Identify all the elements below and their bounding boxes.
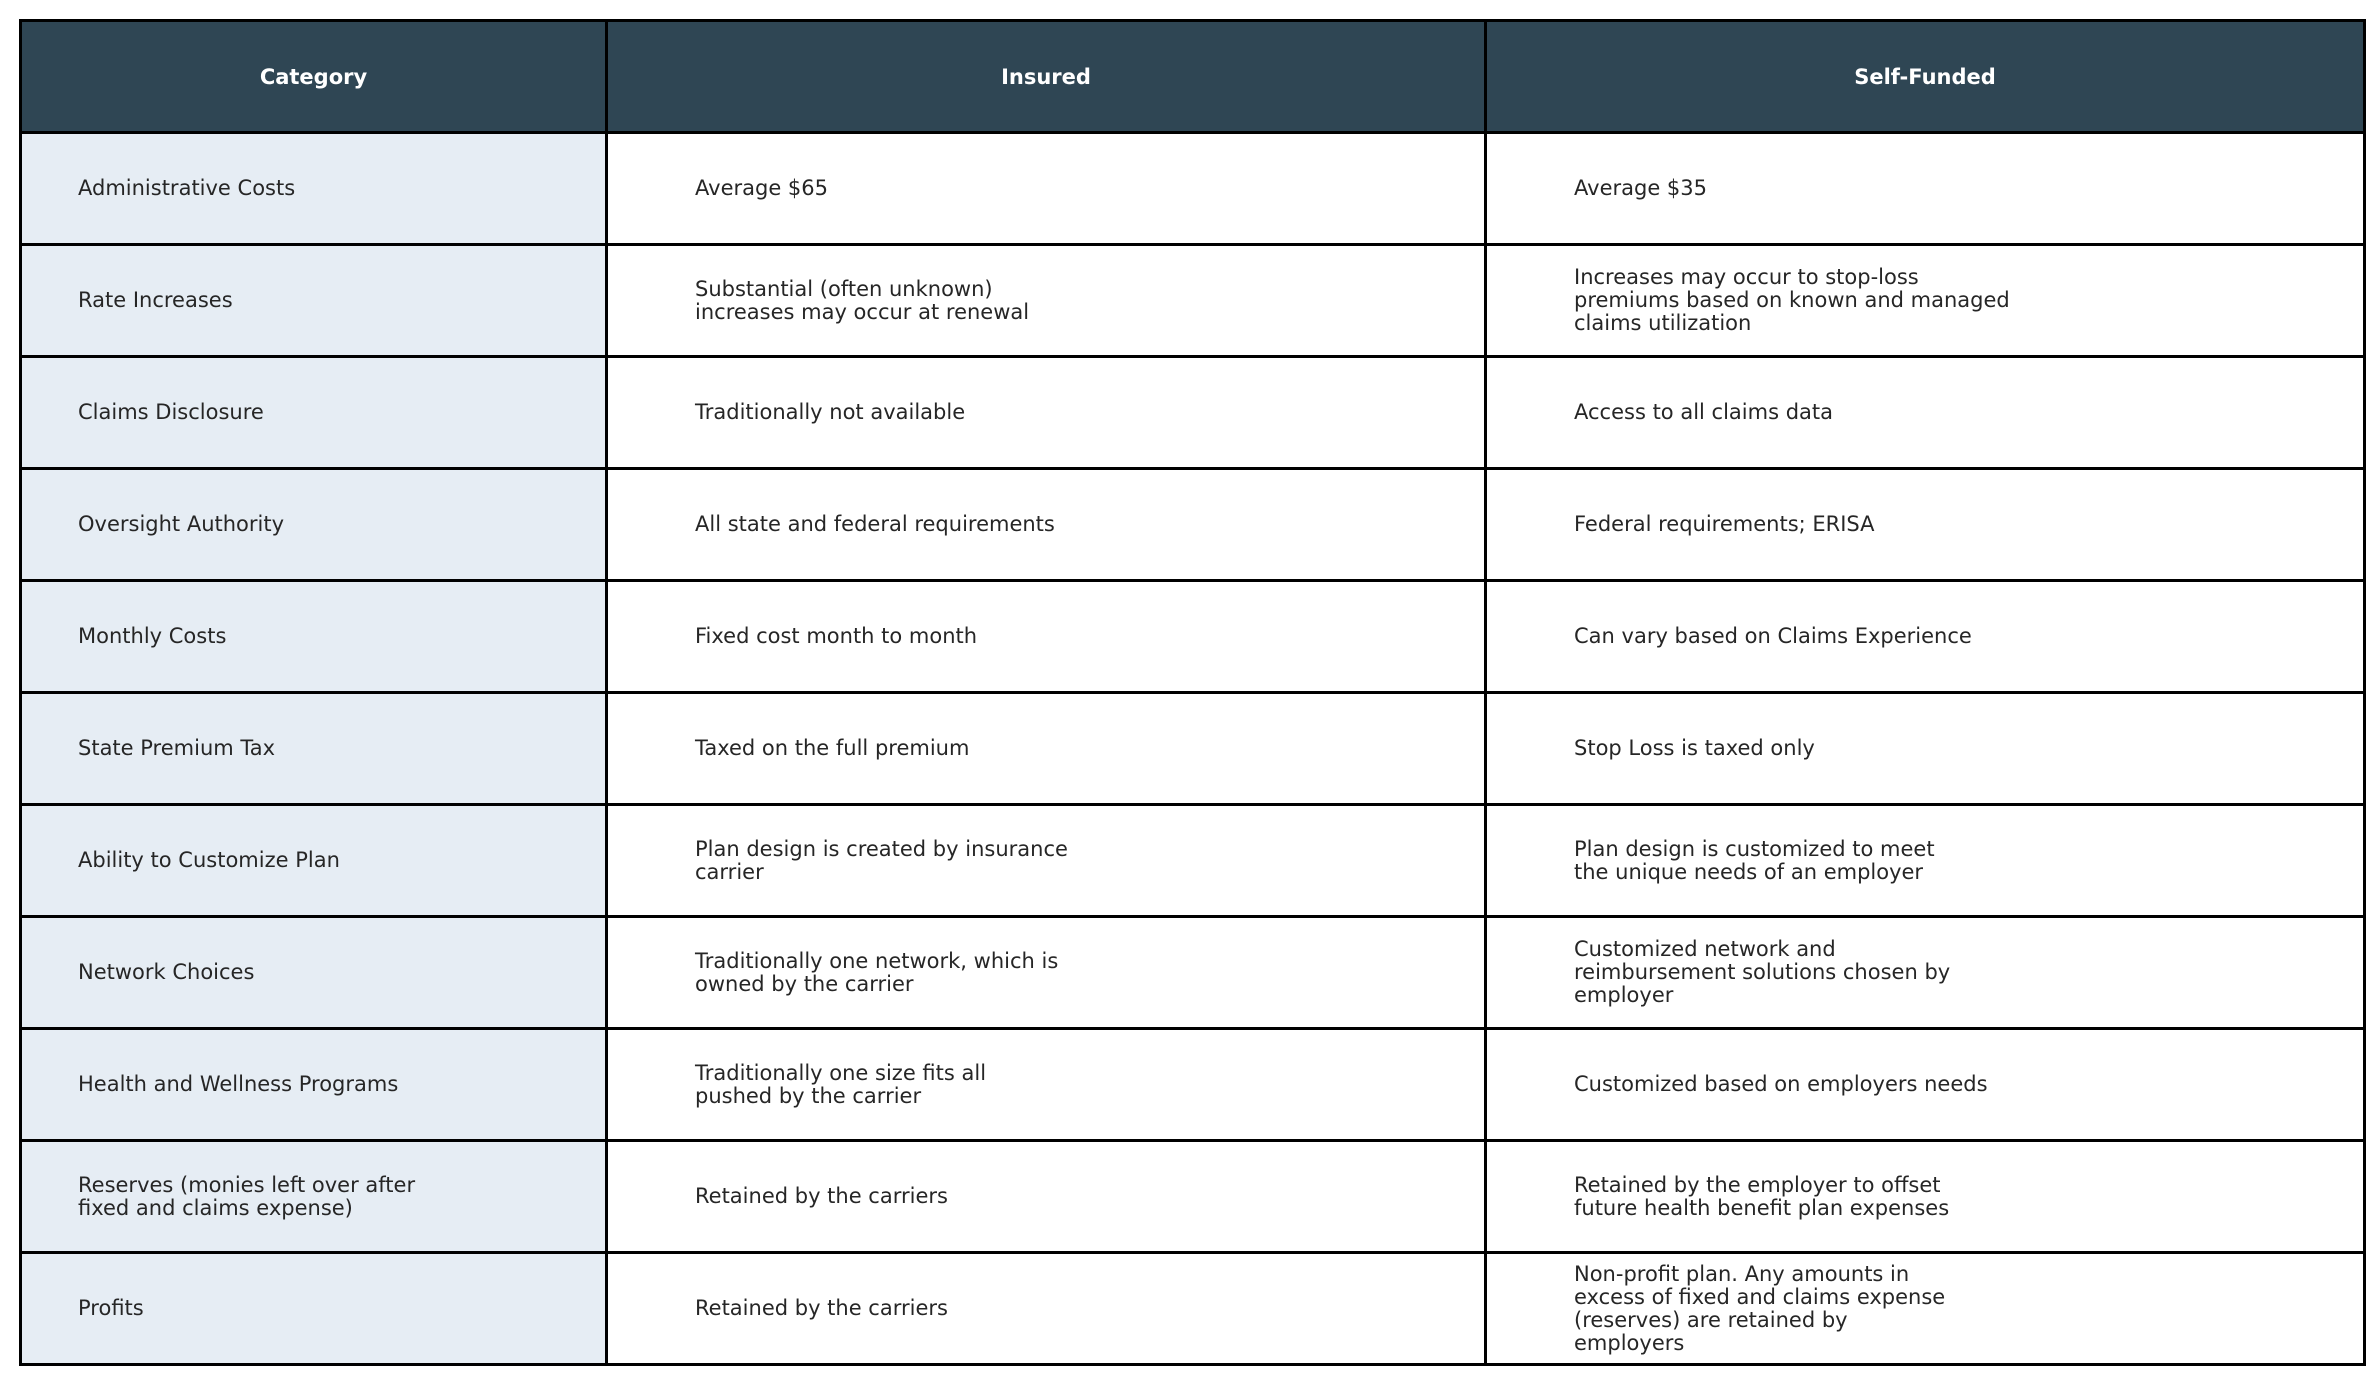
self-funded-cell: Average $35 (1486, 133, 2365, 245)
self-funded-cell: Increases may occur to stop-loss premiums based on known and managed claims utilization (1486, 245, 2365, 357)
category-cell: Profits (21, 1253, 607, 1365)
insured-cell: Plan design is created by insurance carrier (607, 805, 1486, 917)
insured-cell: Fixed cost month to month (607, 581, 1486, 693)
category-cell: Claims Disclosure (21, 357, 607, 469)
category-cell: Network Choices (21, 917, 607, 1029)
insured-cell: Retained by the carriers (607, 1253, 1486, 1365)
header-category: Category (21, 21, 607, 133)
self-funded-cell: Customized network and reimbursement solutions chosen by employer (1486, 917, 2365, 1029)
insured-cell: Traditionally not available (607, 357, 1486, 469)
table-row (21, 1029, 2365, 1141)
insured-cell: Taxed on the full premium (607, 693, 1486, 805)
insured-cell: Traditionally one network, which is owned by the carrier (607, 917, 1486, 1029)
self-funded-cell: Can vary based on Claims Experience (1486, 581, 2365, 693)
table-row (21, 245, 2365, 357)
category-cell: Administrative Costs (21, 133, 607, 245)
table-row (21, 581, 2365, 693)
insured-cell: Traditionally one size fits all pushed by the carrier (607, 1029, 1486, 1141)
insured-cell: All state and federal requirements (607, 469, 1486, 581)
insured-cell: Retained by the carriers (607, 1141, 1486, 1253)
table-row (21, 1141, 2365, 1253)
self-funded-cell: Federal requirements; ERISA (1486, 469, 2365, 581)
category-cell: Oversight Authority (21, 469, 607, 581)
table-row (21, 469, 2365, 581)
table-row (21, 357, 2365, 469)
header-self-funded: Self-Funded (1486, 21, 2365, 133)
insured-cell: Substantial (often unknown) increases may occur at renewal (607, 245, 1486, 357)
header-insured: Insured (607, 21, 1486, 133)
table-row (21, 805, 2365, 917)
self-funded-cell: Stop Loss is taxed only (1486, 693, 2365, 805)
table-row (21, 693, 2365, 805)
category-cell: Reserves (monies left over after fixed and claims expense) (21, 1141, 607, 1253)
self-funded-cell: Retained by the employer to offset future health benefit plan expenses (1486, 1141, 2365, 1253)
self-funded-cell: Customized based on employers needs (1486, 1029, 2365, 1141)
table-row (21, 917, 2365, 1029)
insured-cell: Average $65 (607, 133, 1486, 245)
category-cell: Ability to Customize Plan (21, 805, 607, 917)
table-header-row (21, 21, 2365, 133)
category-cell: State Premium Tax (21, 693, 607, 805)
comparison-table-container (19, 19, 2363, 1361)
category-cell: Monthly Costs (21, 581, 607, 693)
table-row (21, 1253, 2365, 1365)
self-funded-cell: Non-profit plan. Any amounts in excess of fixed and claims expense (reserves) are retained by employers (1486, 1253, 2365, 1365)
self-funded-cell: Access to all claims data (1486, 357, 2365, 469)
category-cell: Health and Wellness Programs (21, 1029, 607, 1141)
category-cell: Rate Increases (21, 245, 607, 357)
table-row (21, 133, 2365, 245)
comparison-table (19, 19, 2366, 1366)
self-funded-cell: Plan design is customized to meet the unique needs of an employer (1486, 805, 2365, 917)
